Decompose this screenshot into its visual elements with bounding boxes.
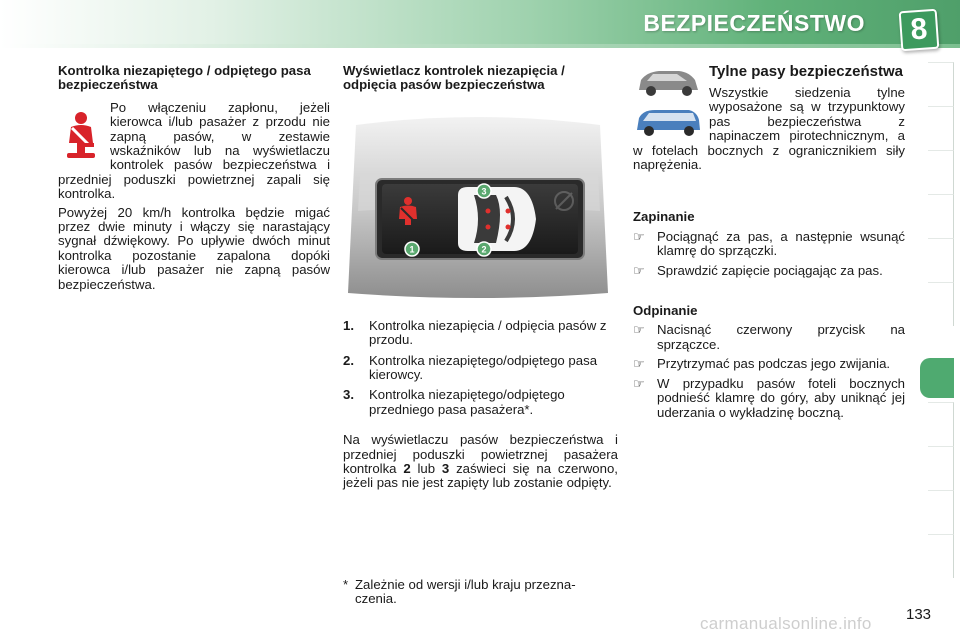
section-heading: Tylne pasy bezpieczeństwa (709, 63, 903, 80)
paragraph: Po włączeniu zapłonu, jeżeli kierowca i/lub pasażer z przodu nie zapną pasów, w zestawie wskaźników lub na wyświetlaczu kontrolek pasów bezpieczeństwa i przedniej poduszki powietrznej zapali się kontrolka. (58, 99, 330, 202)
chapter-tab-strip (928, 62, 954, 582)
pointer-hand-icon: ☞ (633, 356, 645, 372)
paragraph: Na wyświetlaczu pasów bezpieczeństwa i przedniej poduszki powietrznej pasażera kontrolka 2 lub 3 zaświeci się na czerwono, jeżeli pas nie jest zapięty lub zostanie odpięty. (343, 432, 618, 491)
watermark: carmanualsonline.info (700, 614, 872, 633)
chapter-tab[interactable] (928, 194, 954, 238)
chapter-tab[interactable] (928, 282, 954, 326)
list-item: 1. Kontrolka niezapięcia / odpięcia pasów z przodu. (343, 317, 607, 348)
page-number: 133 (906, 606, 932, 623)
svg-text:3: 3 (481, 186, 487, 197)
column-warning-display (343, 64, 618, 491)
chapter-tab[interactable] (928, 534, 954, 578)
chapter-title: BEZPIECZEŃSTWO (643, 10, 865, 36)
svg-text:1: 1 (409, 244, 415, 255)
fastening-heading: Zapinanie (633, 209, 695, 225)
list-item: ☞ Przytrzymać pas podczas jego zwijania. (633, 356, 891, 372)
paragraph: Powyżej 20 km/h kontrolka będzie migać przez dwie minuty i włączy się narastający sygnał dźwiękowy. Po upływie dwóch minut kontrolka pozostanie zapalona dopóki kierowca i/lub pasażer nie zapną pasów bezpieczeństwa. (58, 204, 330, 292)
hatchback-icon (633, 64, 703, 100)
chapter-number-badge: 8 (899, 9, 940, 52)
warning-display-photo (346, 115, 610, 299)
unfastening-heading: Odpinanie (633, 303, 698, 319)
chapter-tab[interactable] (928, 446, 954, 490)
seatbelt-warning-icon (58, 109, 104, 161)
pointer-hand-icon: ☞ (633, 322, 645, 338)
pointer-hand-icon: ☞ (633, 375, 645, 391)
section-heading: Kontrolka niezapiętego / odpiętego pasa bezpieczeństwa (58, 63, 311, 93)
chapter-tab[interactable] (928, 106, 954, 150)
station-wagon-icon (633, 104, 703, 140)
list-item: ☞ W przypadku pasów foteli bocznych podnieść klamrę do góry, aby uniknąć jej uderzania o wykładzinę boczną. (633, 375, 905, 420)
list-item: 3. Kontrolka niezapiętego/odpiętego przedniego pasa pasażera*. (343, 387, 565, 417)
section-heading: Wyświetlacz kontrolek niezapięcia / odpięcia pasów bezpieczeństwa (343, 63, 565, 93)
page-header (0, 0, 960, 58)
column-seatbelt-warning (58, 64, 330, 292)
callout-3-icon (477, 184, 491, 198)
chapter-tab-active[interactable] (920, 358, 954, 398)
chapter-tab[interactable] (928, 150, 954, 194)
chapter-tab[interactable] (928, 238, 954, 282)
car-icons (633, 64, 703, 140)
header-stripe (0, 44, 960, 48)
numbered-legend (343, 319, 618, 417)
chapter-tab[interactable] (928, 402, 954, 446)
car-top-view-icon (458, 187, 536, 251)
chapter-tab[interactable] (928, 62, 954, 106)
list-item: 2. Kontrolka niezapiętego/odpiętego pasa kierowcy. (343, 352, 598, 383)
list-item: ☞ Sprawdzić zapięcie pociągając za pas. (633, 262, 883, 278)
footnote: * Zależnie od wersji i/lub kraju przezna- czenia. (343, 577, 576, 607)
svg-text:2: 2 (481, 244, 487, 255)
list-item: ☞ Nacisnąć czerwony przycisk na sprzączce. (633, 322, 905, 352)
chapter-tab[interactable] (928, 490, 954, 534)
paragraph: Wszystkie siedzenia tylne wyposażone są w trzypunktowy pas bezpieczeństwa z napinaczem pirotechnicznym, a w fotelach bocznych z ogranicznikiem siły naprężenia. (633, 85, 905, 173)
pointer-hand-icon: ☞ (633, 262, 645, 278)
pointer-hand-icon: ☞ (633, 228, 645, 244)
callout-2-icon (477, 242, 491, 256)
list-item: ☞ Pociągnąć za pas, a następnie wsunąć klamrę do sprzączki. (633, 228, 905, 259)
column-rear-seatbelts (633, 64, 905, 420)
callout-1-icon (405, 242, 419, 256)
